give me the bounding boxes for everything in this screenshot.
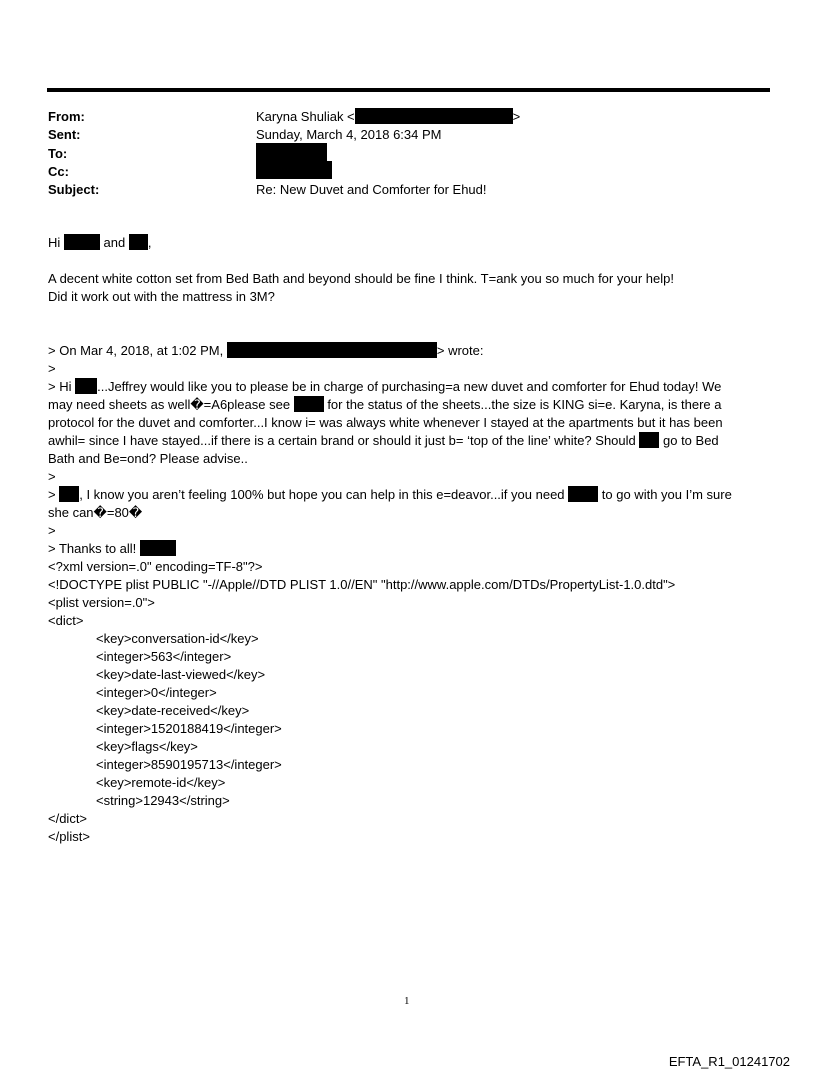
header-rule xyxy=(47,88,770,92)
plist-line: </dict> xyxy=(48,811,88,826)
redaction xyxy=(355,108,513,124)
redaction xyxy=(227,342,437,358)
quote-line: > xyxy=(48,523,56,538)
plist-line: <integer>8590195713</integer> xyxy=(96,757,282,772)
redaction xyxy=(256,143,327,161)
plist-line: <dict> xyxy=(48,613,84,628)
quote-text: > xyxy=(48,487,56,502)
plist-line: <plist version=.0"> xyxy=(48,595,155,610)
quote-text: for the status of the sheets...the size is KING si=e. Karyna, is there a xyxy=(327,397,722,412)
quote-line: > xyxy=(48,361,56,376)
subject-label: Subject: xyxy=(48,182,100,197)
plist-line: <string>12943</string> xyxy=(96,793,230,808)
from-name: Karyna Shuliak < xyxy=(256,109,355,124)
redaction xyxy=(256,161,332,179)
plist-line: <integer>1520188419</integer> xyxy=(96,721,282,736)
quote-header xyxy=(48,342,483,360)
plist-line: <!DOCTYPE plist PUBLIC "-//Apple//DTD PLIST 1.0//EN" "http://www.apple.com/DTDs/PropertyList-1.0.dtd"> xyxy=(48,577,676,592)
redaction xyxy=(64,234,100,250)
subject-value: Re: New Duvet and Comforter for Ehud! xyxy=(256,182,487,197)
plist-line: <?xml version=.0" encoding=TF-8"?> xyxy=(48,559,263,574)
greeting xyxy=(48,234,151,252)
plist-line: </plist> xyxy=(48,829,90,844)
redaction xyxy=(75,378,97,394)
plist-line: <key>conversation-id</key> xyxy=(96,631,259,646)
redaction xyxy=(59,486,79,502)
to-value xyxy=(256,143,327,163)
quote-line xyxy=(48,432,719,450)
plist-line: <key>date-last-viewed</key> xyxy=(96,667,266,682)
page-number: 1 xyxy=(404,995,410,1007)
quote-wrote: > wrote: xyxy=(436,343,484,358)
sent-label: Sent: xyxy=(48,127,81,142)
quote-line xyxy=(48,378,721,396)
quote-text: > Thanks to all! xyxy=(48,541,137,556)
redaction xyxy=(568,486,598,502)
greet-hi: Hi xyxy=(48,235,61,250)
quote-text: awhil= since I have stayed...if there is a certain brand or should it just b= ‘top of the line’ white? Should xyxy=(48,433,636,448)
sent-value: Sunday, March 4, 2018 6:34 PM xyxy=(256,127,442,142)
quote-line: Bath and Be=ond? Please advise.. xyxy=(48,451,248,466)
plist-line: <integer>563</integer> xyxy=(96,649,232,664)
to-label: To: xyxy=(48,146,68,161)
plist-line: <key>flags</key> xyxy=(96,739,198,754)
plist-line: <key>remote-id</key> xyxy=(96,775,226,790)
quote-on: > On Mar 4, 2018, at 1:02 PM, xyxy=(48,343,224,358)
plist-line: <key>date-received</key> xyxy=(96,703,250,718)
quote-text: > Hi xyxy=(48,379,72,394)
quote-line xyxy=(48,540,176,558)
body-line: A decent white cotton set from Bed Bath and beyond should be fine I think. T=ank you so much for your help! xyxy=(48,271,674,286)
redaction xyxy=(294,396,324,412)
quote-text: to go with you I’m sure xyxy=(601,487,732,502)
quote-text: , I know you aren’t feeling 100% but hope you can help in this e=deavor...if you need xyxy=(79,487,565,502)
quote-line xyxy=(48,486,732,504)
from-label: From: xyxy=(48,109,85,124)
quote-line: protocol for the duvet and comforter...I know i= was always white whenever I stayed at the apartments but it has been xyxy=(48,415,723,430)
cc-label: Cc: xyxy=(48,164,69,179)
redaction xyxy=(639,432,659,448)
greet-comma: , xyxy=(147,235,152,250)
from-close: > xyxy=(512,109,521,124)
quote-text: go to Bed xyxy=(663,433,719,448)
quote-text: may need sheets as well�=A6please see xyxy=(48,397,291,412)
redaction xyxy=(129,234,148,250)
plist-line: <integer>0</integer> xyxy=(96,685,217,700)
quote-line xyxy=(48,396,721,414)
body-line: Did it work out with the mattress in 3M? xyxy=(48,289,275,304)
cc-value xyxy=(256,161,332,181)
document-id: EFTA_R1_01241702 xyxy=(668,1054,790,1069)
from-value xyxy=(256,108,520,126)
greet-and: and xyxy=(103,235,126,250)
quote-line: she can�=80� xyxy=(48,505,143,520)
quote-line: > xyxy=(48,469,56,484)
redaction xyxy=(140,540,176,556)
quote-text: ...Jeffrey would like you to please be in charge of purchasing=a new duvet and comforter for Ehud today! We xyxy=(97,379,722,394)
